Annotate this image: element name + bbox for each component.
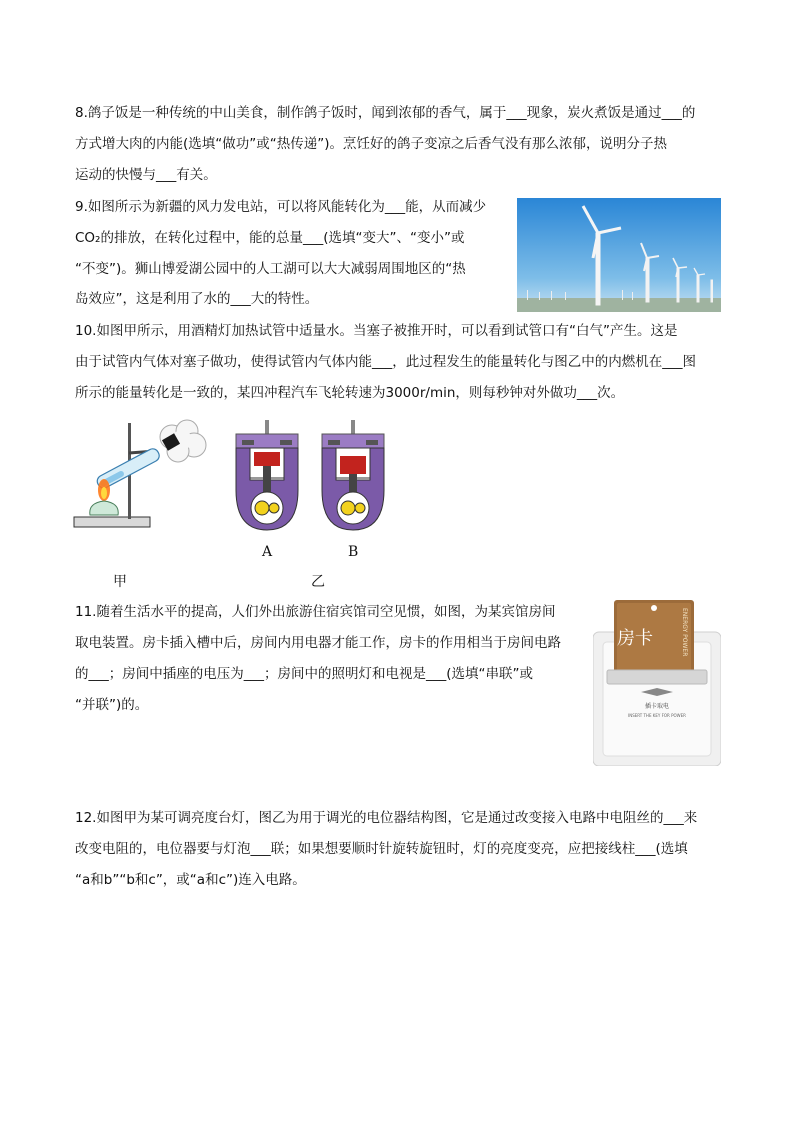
q11-line-3: 的___；房间中插座的电压为___；房间中的照明灯和电视是___(选填“串联”或 xyxy=(75,666,534,682)
q12-line-3: “a和b”“b和c”，或“a和c”)连入电路。 xyxy=(75,872,306,888)
room-card-text: 房卡 xyxy=(617,628,653,649)
slot-label: 插卡取电 xyxy=(644,703,670,710)
q10-line-2: 由于试管内气体对塞子做功，使得试管内气体内能___，此过程发生的能量转化与图乙中的内燃机在___图 xyxy=(75,354,696,370)
wind-farm-image xyxy=(517,198,721,312)
q10-line-1: 10.如图甲所示，用酒精灯加热试管中适量水。当塞子被推开时，可以看到试管口有“白气”产生。这是 xyxy=(75,323,678,339)
q12-line-2: 改变电阻的，电位器要与灯泡___联；如果想要顺时针旋转旋钮时，灯的亮度变亮，应把接线柱___(选填 xyxy=(75,841,688,857)
q9-line-2: CO₂的排放，在转化过程中，能的总量___(选填“变大”、“变小”或 xyxy=(75,230,465,246)
figure-b-label: B xyxy=(348,544,359,560)
figure-a-label: A xyxy=(262,544,273,560)
figure-jia-label: 甲 xyxy=(113,574,127,590)
key-card-switch-image xyxy=(593,600,721,766)
test-tube-heating-figure xyxy=(72,415,212,537)
q11-line-2: 取电装置。房卡插入槽中后，房间内用电器才能工作，房卡的作用相当于房间电路 xyxy=(75,635,561,651)
card-side-text: ENERGY POWER xyxy=(681,608,688,657)
q11-line-1: 11.随着生活水平的提高，人们外出旅游住宿宾馆司空见惯，如图，为某宾馆房间 xyxy=(75,604,556,620)
q11-line-4: “并联”)的。 xyxy=(75,697,149,713)
q8-line-1: 8.鸽子饭是一种传统的中山美食，制作鸽子饭时，闻到浓郁的香气，属于___现象，炭火煮饭是通过___的 xyxy=(75,105,696,121)
engine-stroke-a-figure xyxy=(230,420,304,538)
figure-yi-label: 乙 xyxy=(311,574,325,590)
q9-line-3: “不变”)。狮山博爱湖公园中的人工湖可以大大减弱周围地区的“热 xyxy=(75,261,466,277)
q8-line-3: 运动的快慢与___有关。 xyxy=(75,167,217,183)
q8-line-2: 方式增大肉的内能(选填“做功”或“热传递”)。烹饪好的鸽子变凉之后香气没有那么浓郁，说明分子热 xyxy=(75,136,668,152)
q12-line-1: 12.如图甲为某可调亮度台灯，图乙为用于调光的电位器结构图，它是通过改变接入电路中电阻丝的___来 xyxy=(75,810,698,826)
slot-sublabel: INSERT THE KEY FOR POWER xyxy=(628,713,686,718)
q9-line-1: 9.如图所示为新疆的风力发电站，可以将风能转化为___能，从而减少 xyxy=(75,199,487,215)
q10-line-3: 所示的能量转化是一致的，某四冲程汽车飞轮转速为3000r/min，则每秒钟对外做功___次。 xyxy=(75,385,625,401)
engine-stroke-b-figure xyxy=(316,420,390,538)
q9-line-4: 岛效应”，这是利用了水的___大的特性。 xyxy=(75,291,319,307)
